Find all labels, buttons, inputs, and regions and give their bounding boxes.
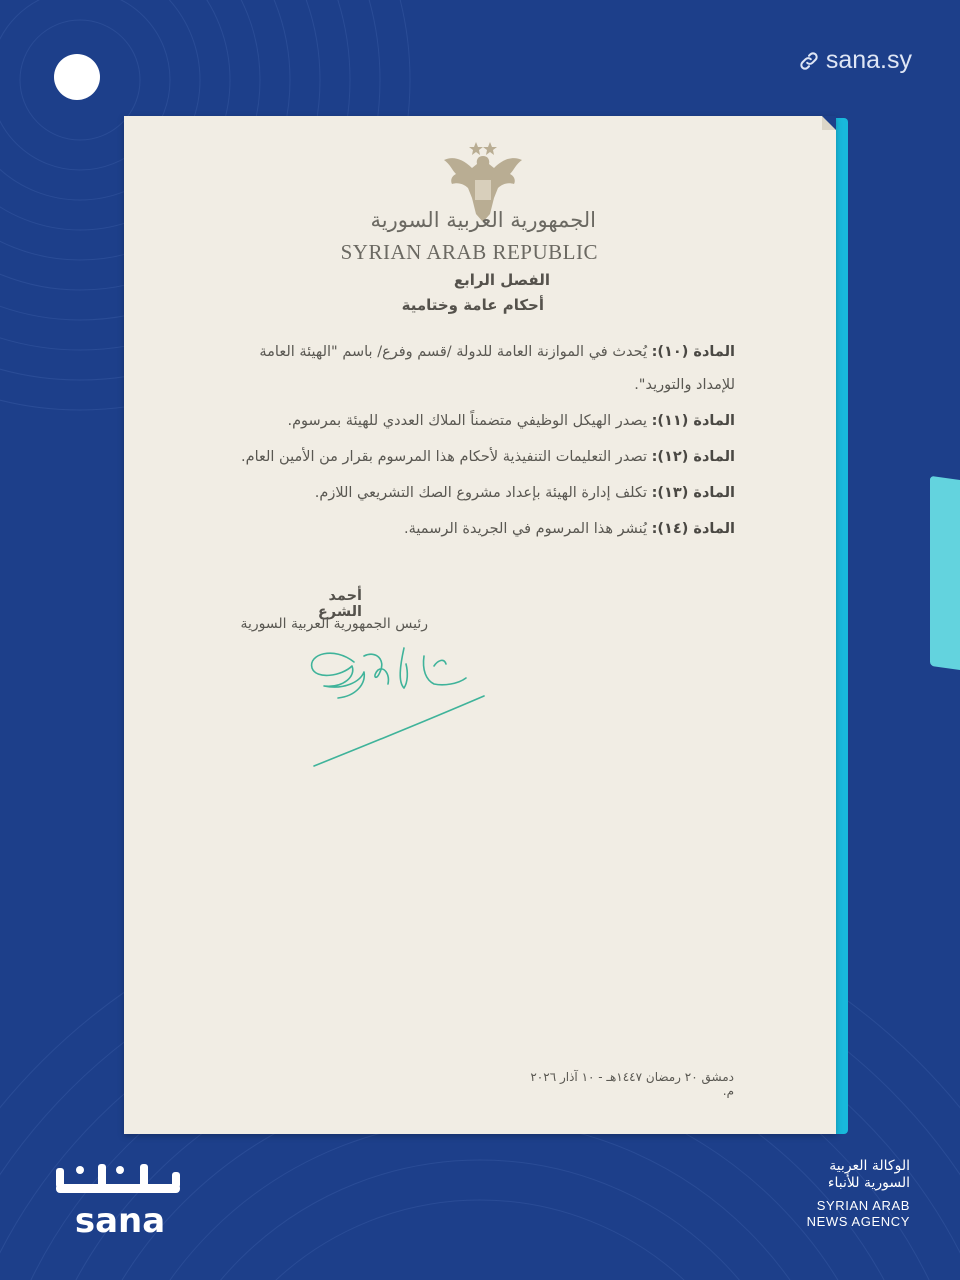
cyan-decoration bbox=[930, 476, 960, 674]
article-label: المادة (١١): bbox=[651, 413, 735, 429]
agency-english-line2: NEWS AGENCY bbox=[806, 1214, 910, 1229]
articles-list bbox=[220, 336, 735, 549]
article-text: يصدر الهيكل الوظيفي متضمناً الملاك العددي للهيئة بمرسوم. bbox=[287, 413, 652, 429]
site-label: sana.sy bbox=[825, 46, 912, 74]
chapter-subtitle: أحكام عامة وختامية bbox=[401, 296, 544, 314]
article-12 bbox=[220, 441, 735, 474]
article-label: المادة (١٢): bbox=[651, 449, 735, 465]
article-label: المادة (١٣): bbox=[651, 485, 735, 501]
agency-name bbox=[750, 1158, 910, 1230]
article-text: يُنشر هذا المرسوم في الجريدة الرسمية. bbox=[404, 521, 652, 537]
agency-arabic-line1: الوكالة العربية bbox=[829, 1158, 910, 1174]
white-circle-decoration bbox=[54, 54, 100, 100]
article-text: تصدر التعليمات التنفيذية لأحكام هذا المرسوم بقرار من الأمين العام. bbox=[241, 449, 652, 465]
article-11 bbox=[220, 405, 735, 438]
article-10 bbox=[220, 336, 735, 402]
article-label: المادة (١٠): bbox=[651, 344, 735, 360]
article-text: يُحدث في الموازنة العامة للدولة /قسم وفرع/ باسم "الهيئة العامة للإمداد والتوريد". bbox=[259, 344, 735, 393]
logo-wordmark: sana bbox=[74, 1201, 166, 1236]
agency-english-line1: SYRIAN ARAB bbox=[816, 1198, 910, 1213]
sana-logo bbox=[50, 1158, 190, 1236]
header-english: SYRIAN ARAB REPUBLIC bbox=[340, 240, 598, 264]
signer-name: أحمد الشرع bbox=[317, 588, 362, 620]
article-label: المادة (١٤): bbox=[651, 521, 735, 537]
header-arabic: الجمهورية العربية السورية bbox=[370, 208, 596, 232]
article-14 bbox=[220, 513, 735, 546]
paper-corner-fold bbox=[822, 116, 836, 130]
chapter-title: الفصل الرابع bbox=[453, 271, 550, 289]
decree-date: دمشق ٢٠ رمضان ١٤٤٧هـ - ١٠ آذار ٢٠٢٦ م. bbox=[530, 1070, 734, 1098]
article-text: تكلف إدارة الهيئة بإعداد مشروع الصك التشريعي اللازم. bbox=[314, 485, 652, 501]
decree-document bbox=[124, 116, 836, 1134]
handwritten-signature bbox=[294, 636, 494, 776]
link-icon bbox=[798, 50, 820, 72]
article-13 bbox=[220, 477, 735, 510]
site-link[interactable] bbox=[798, 46, 912, 75]
agency-arabic-line2: السورية للأنباء bbox=[827, 1175, 910, 1191]
signer-title: رئيس الجمهورية العربية السورية bbox=[240, 616, 428, 632]
